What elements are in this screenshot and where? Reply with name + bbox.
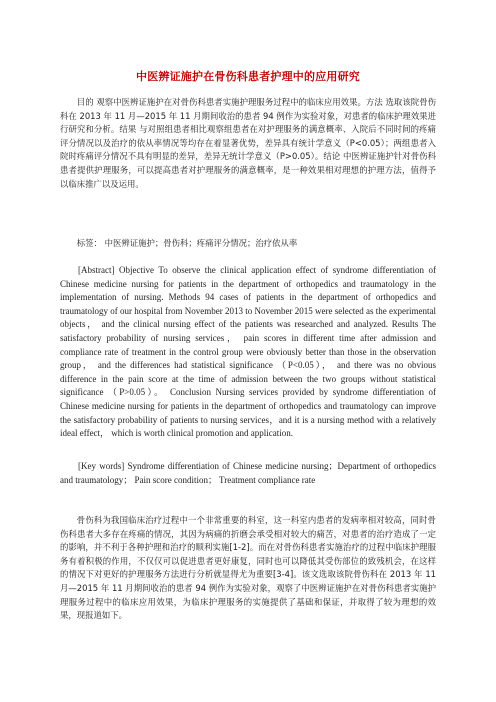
body-text-part-3: 。该文选取该院骨伤科在 2013 年 11 月—2015 年 11 月期间收治的患者 94 例作为实验对象，观察了中医辨证施护在对骨伤科患者实施护理服务过程中的临床应用效果，为临床护理服务的实施提供了基础和保证，并取得了较为理想的效果，现报道如下。	[60, 569, 436, 621]
body-paragraph	[60, 514, 436, 623]
keywords-english: [Key words] Syndrome differentiation of Chinese medicine nursing；Department of orthopedics and traumatology； Pain score condition； Treatment compliance rate	[60, 461, 436, 485]
body-text-part-2: 。而在对骨伤科患者实施治疗的过程中临床护理服务有着积极的作用，不仅仅可以促进患者更好康复，同时也可以降低其受伤部位的致残机会，在这样的情况下对更好的护理服务方法进行分析就显得尤为重要	[60, 542, 437, 580]
citation-ref-2: [3-4]	[273, 569, 294, 580]
abstract-chinese: 目的 观察中医辨证施护在对骨伤科患者实施护理服务过程中的临床应用效果。方法 选取该院骨伤科在 2013 年 11 月—2015 年 11 月期间收治的患者 94 例作为实验对象，对患者的临床护理效果进行研究和分析。结果 与对照组患者相比观察组患者在对护理服务的满意概率、入院后不同时间的疼痛评分情况以及治疗的依从率情况等均存在着显著优势，差异具有统计学意义（P<0.05）；两组患者入院时疼痛评分情况不具有明显的差异，差异无统计学意义（P>0.05）。结论 中医辨证施护针对骨伤科患者提供护理服务，可以提高患者对护理服务的满意概率，是一种效果相对理想的护理方法，值得予以临床推广以及运用。	[60, 97, 436, 189]
paper-title: 中医辨证施护在骨伤科患者护理中的应用研究	[136, 70, 360, 83]
body-text-part-1: 骨伤科为我国临床治疗过程中一个非常重要的科室，这一科室内患者的发病率相对较高，同时骨伤科患者大多存在疼痛的情况，其因为病痛的折磨会承受相对较大的痛苦，对患者的治疗造成了一定的影响，并不利于各种护理和治疗的顺利实施	[60, 515, 436, 553]
keywords-chinese: 标签： 中医辨证施护；骨伤科；疼痛评分情况；治疗依从率	[76, 238, 298, 248]
citation-ref-1: [1-2]	[229, 542, 250, 553]
abstract-english: [Abstract] Objective To observe the clinical application effect of syndrome differentiation of Chinese medicine nursing for patients in the department of orthopedics and traumatology in the implementation of nursing. Methods 94 cases of patients in the department of orthopedics and traumatology of our hospital from November 2013 to November 2015 were selected as the experimental objects， and the clinical nursing effect of the patients was researched and analyzed. Results The satisfactory probability of nursing services， pain scores in different time after admission and compliance rate of treatment in the control group were obviously better than those in the observation group， and the differences had statistical significance （P<0.05）， and there was no obvious difference in the pain score at the time of admission between the two groups without statistical significance （P>0.05）。 Conclusion Nursing services provided by syndrome differentiation of Chinese medicine nursing for patients in the department of orthopedics and traumatology can improve the satisfactory probability of patients to nursing services，and it is a nursing method with a relatively ideal effect， which is worth clinical promotion and application.	[60, 265, 436, 439]
